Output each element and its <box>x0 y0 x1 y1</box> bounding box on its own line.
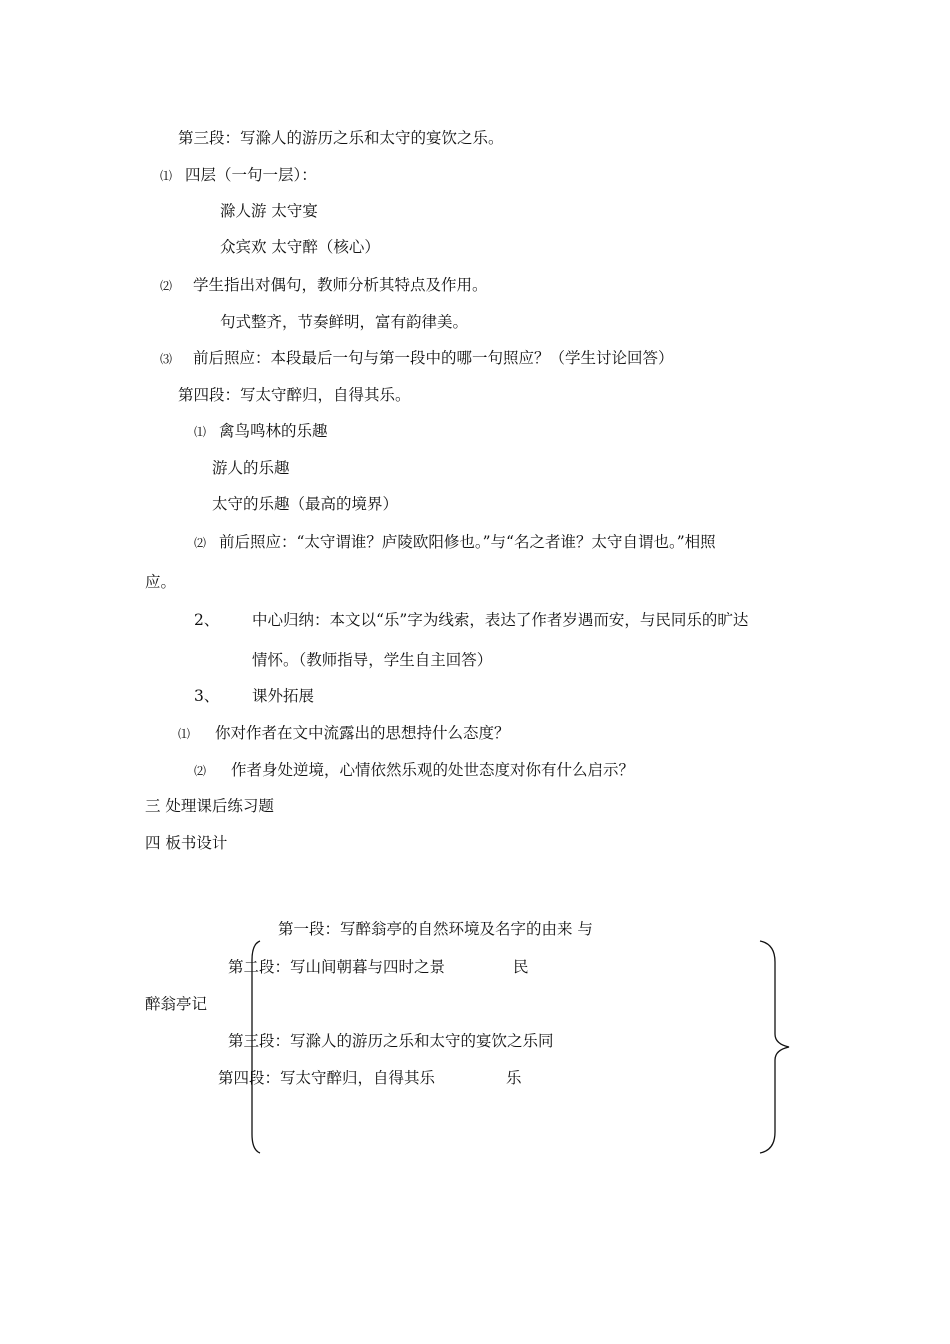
section2-cont: 情怀。（教师指导，学生自主回答） <box>252 651 493 669</box>
para3-item3 <box>160 348 673 369</box>
item-text: 学生指出对偶句，教师分析其特点及作用。 <box>192 276 488 294</box>
para3-item1 <box>160 165 317 186</box>
item-text: 前后照应：本段最后一句与第一段中的哪一句照应？（学生讨论回答） <box>192 349 674 367</box>
item-number: ⑶ <box>160 352 173 366</box>
para4-item1 <box>194 421 327 442</box>
item-text: 四层（一句一层）： <box>184 166 317 184</box>
item-text: 作者身处逆境，心情依然乐观的处世态度对你有什么启示？ <box>230 761 634 779</box>
para4-heading: 第四段：写太守醉归，自得其乐。 <box>178 386 411 404</box>
para3-item2 <box>160 275 487 296</box>
para3-item2-answer: 句式整齐，节奏鲜明，富有韵律美。 <box>220 313 469 331</box>
left-brace <box>240 938 264 1156</box>
para3-layer-a: 滁人游 太守宴 <box>220 202 318 220</box>
board-row-4-text: 第四段：写太守醉归，自得其乐 <box>218 1069 436 1087</box>
para4-item2 <box>194 532 716 553</box>
item-text: 前后照应：“太守谓谁？庐陵欧阳修也。”与“名之者谁？太守自谓也。”相照 <box>218 533 716 551</box>
item-text: 禽鸟鸣林的乐趣 <box>218 422 328 440</box>
board-row-4-side: 乐 <box>506 1069 522 1087</box>
section3-number: 3、 <box>194 687 220 705</box>
board-row-1: 第一段：写醉翁亭的自然环境及名字的由来 与 <box>278 920 593 938</box>
board-row-3: 第三段：写滁人的游历之乐和太守的宴饮之乐同 <box>228 1032 554 1050</box>
part3-heading: 三 处理课后练习题 <box>145 797 274 815</box>
section3-q2 <box>194 760 634 781</box>
item-number: ⑵ <box>160 279 173 293</box>
item-number: ⑴ <box>178 727 191 741</box>
item-number: ⑵ <box>194 764 207 778</box>
board-row-2-side: 民 <box>513 958 529 976</box>
section3-text: 课外拓展 <box>252 687 315 705</box>
para4-item2-cont: 应。 <box>145 573 177 591</box>
item-text: 你对作者在文中流露出的思想持什么态度？ <box>214 724 510 742</box>
item-number: ⑴ <box>160 169 173 183</box>
item-number: ⑵ <box>194 536 207 550</box>
section2-text: 中心归纳：本文以“乐”字为线索，表达了作者岁遇而安，与民同乐的旷达 <box>252 611 749 629</box>
para4-joy-a: 游人的乐趣 <box>212 459 290 477</box>
section3-q1 <box>178 723 509 744</box>
item-number: ⑴ <box>194 425 207 439</box>
para3-layer-b: 众宾欢 太守醉（核心） <box>220 238 380 256</box>
para4-joy-b: 太守的乐趣（最高的境界） <box>212 495 399 513</box>
section2-number: 2、 <box>194 611 220 629</box>
part4-heading: 四 板书设计 <box>145 834 228 852</box>
board-row-2-text: 第二段：写山间朝暮与四时之景 <box>228 958 446 976</box>
right-brace <box>755 938 795 1156</box>
para3-heading: 第三段：写滁人的游历之乐和太守的宴饮之乐。 <box>178 129 504 147</box>
board-title: 醉翁亭记 <box>145 995 208 1013</box>
